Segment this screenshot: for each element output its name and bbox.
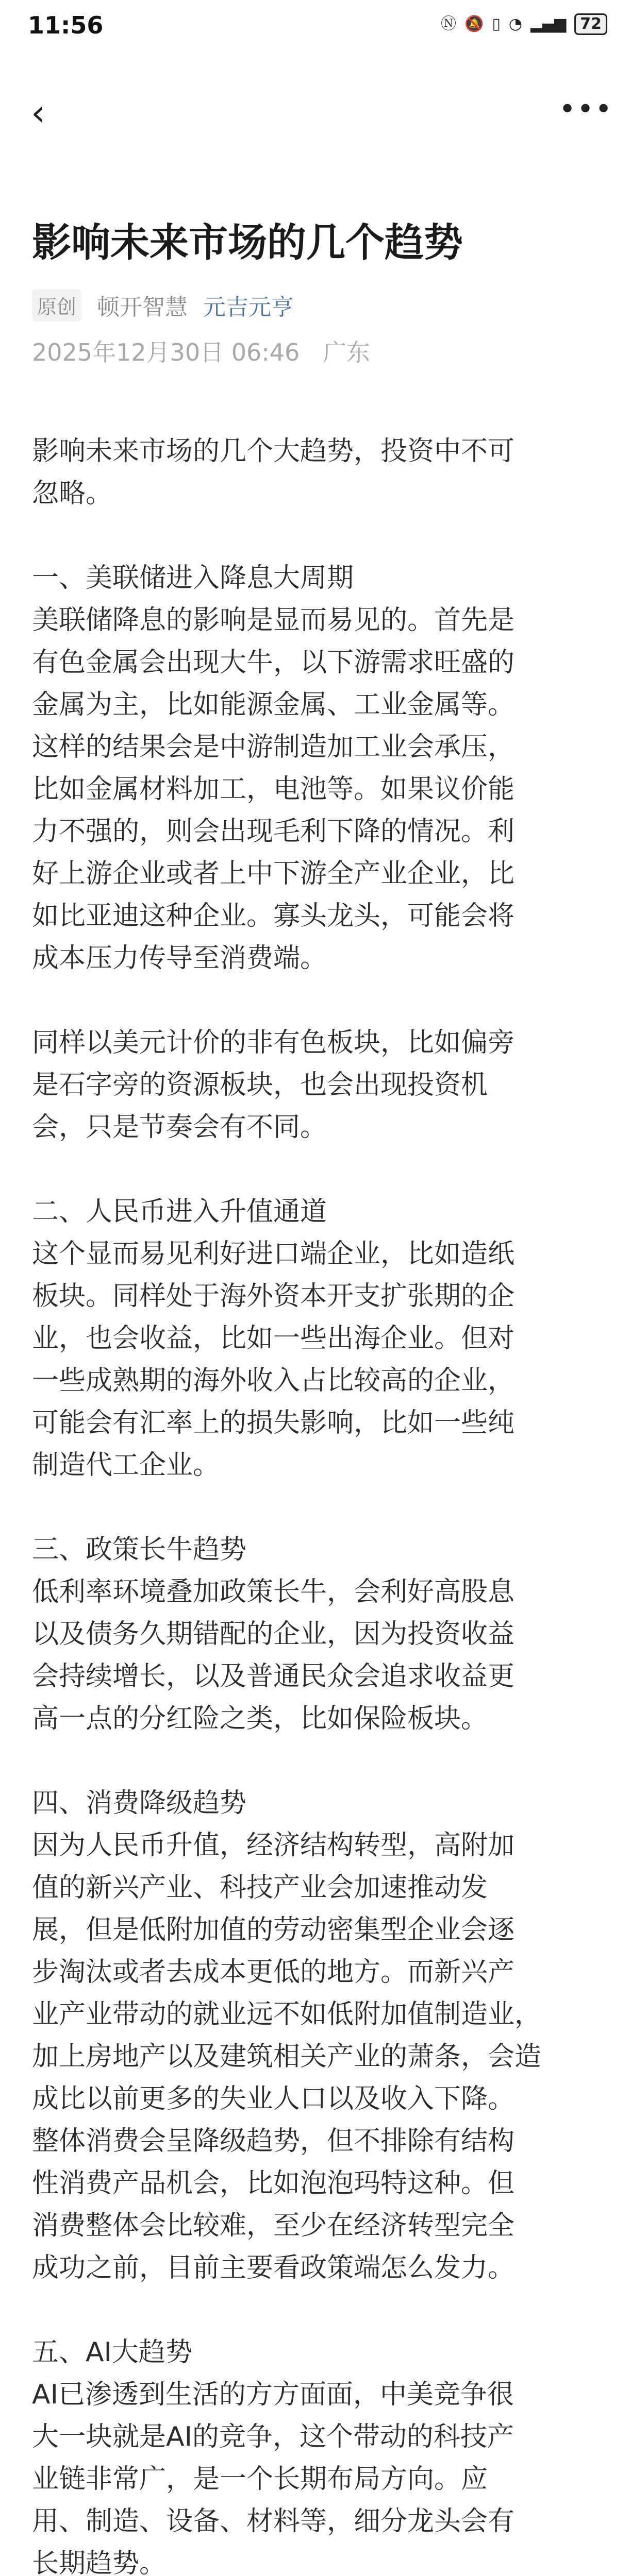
article-line: 成本压力传导至消费端。 xyxy=(32,943,327,974)
publish-date: 2025年12月30日 06:46 xyxy=(32,338,300,366)
article-line: 五、AI大趋势 xyxy=(32,2337,192,2368)
paragraph-gap xyxy=(32,1740,599,1782)
article-line: 长期趋势。 xyxy=(32,2548,167,2576)
article-line: 这样的结果会是中游制造加工业会承压， xyxy=(32,732,515,762)
article-line: 以及债务久期错配的企业，因为投资收益 xyxy=(32,1619,515,1650)
article-line: 有色金属会出现大牛，以下游需求旺盛的 xyxy=(32,647,515,678)
article-line: 力不强的，则会出现毛利下降的情况。利 xyxy=(32,816,515,847)
publish-location: 广东 xyxy=(322,338,370,366)
article-line: 低利率环境叠加政策长牛，会利好高股息 xyxy=(32,1577,515,1607)
vibrate-icon: ▯ xyxy=(492,15,501,33)
more-options-icon[interactable]: ••• xyxy=(559,93,613,126)
article-line: 四、消费降级趋势 xyxy=(32,1788,247,1819)
status-icons xyxy=(441,13,607,35)
article-line: 可能会有汇率上的损失影响，比如一些纯 xyxy=(32,1408,515,1438)
article-line: 整体消费会呈降级趋势，但不排除有结构 xyxy=(32,2126,515,2157)
article-line: 高一点的分红险之类，比如保险板块。 xyxy=(32,1703,488,1734)
article-line: 忽略。 xyxy=(32,478,113,509)
article-line: 值的新兴产业、科技产业会加速推动发 xyxy=(32,1872,488,1903)
signal-icon: ▂▄▆ xyxy=(530,15,567,33)
article-meta xyxy=(32,289,294,321)
article-line: 是石字旁的资源板块，也会出现投资机 xyxy=(32,1070,488,1100)
article-line: 成比以前更多的失业人口以及收入下降。 xyxy=(32,2083,515,2114)
article-line: 一些成熟期的海外收入占比较高的企业， xyxy=(32,1365,515,1396)
top-nav xyxy=(0,88,631,139)
article-line: 板块。同样处于海外资本开支扩张期的企 xyxy=(32,1281,515,1312)
publish-info xyxy=(32,334,370,368)
article-title: 影响未来市场的几个趋势 xyxy=(32,219,463,265)
back-icon[interactable]: ‹ xyxy=(31,92,45,134)
article-line: 用、制造、设备、材料等，细分龙头会有 xyxy=(32,2506,515,2537)
article-line: 展，但是低附加值的劳动密集型企业会逐 xyxy=(32,1914,515,1945)
article-line: 这个显而易见利好进口端企业，比如造纸 xyxy=(32,1239,515,1269)
article-line: 一、美联储进入降息大周期 xyxy=(32,563,354,594)
wifi-icon: ◔ xyxy=(508,15,523,33)
article-line: 制造代工企业。 xyxy=(32,1450,220,1481)
article-line: 性消费产品机会，比如泡泡玛特这种。但 xyxy=(32,2168,515,2199)
paragraph-gap xyxy=(32,1148,599,1191)
account-link[interactable]: 顿开智慧 xyxy=(97,294,188,320)
paragraph-gap xyxy=(32,2289,599,2331)
paragraph-gap xyxy=(32,979,599,1022)
article-line: 会，只是节奏会有不同。 xyxy=(32,1112,327,1143)
author-link[interactable]: 元吉元亨 xyxy=(203,294,294,320)
battery-icon: 72 xyxy=(574,13,607,35)
article-line: 消费整体会比较难，至少在经济转型完全 xyxy=(32,2210,515,2241)
mute-icon: 🔕 xyxy=(464,15,484,33)
article-line: 影响未来市场的几个大趋势，投资中不可 xyxy=(32,436,515,467)
article-line: 二、人民币进入升值通道 xyxy=(32,1196,327,1227)
paragraph-gap xyxy=(32,515,599,557)
article-line: 大一块就是AI的竞争，这个带动的科技产 xyxy=(32,2421,514,2452)
article-line: 三、政策长牛趋势 xyxy=(32,1534,247,1565)
article-line: 步淘汰或者去成本更低的地方。而新兴产 xyxy=(32,1957,515,1988)
article-line: 会持续增长，以及普通民众会追求收益更 xyxy=(32,1661,515,1692)
article-line: 如比亚迪这种企业。寡头龙头，可能会将 xyxy=(32,901,515,931)
article-line: 业链非常广，是一个长期布局方向。应 xyxy=(32,2464,488,2495)
paragraph-gap xyxy=(32,1486,599,1529)
article-line: 业产业带动的就业远不如低附加值制造业， xyxy=(32,1999,542,2030)
original-badge: 原创 xyxy=(32,289,81,321)
article-line: 比如金属材料加工，电池等。如果议价能 xyxy=(32,774,515,805)
article-line: 成功之前，目前主要看政策端怎么发力。 xyxy=(32,2252,515,2283)
article-line: 金属为主，比如能源金属、工业金属等。 xyxy=(32,689,515,720)
article-body xyxy=(32,430,599,2576)
article-line: 因为人民币升值，经济结构转型，高附加 xyxy=(32,1830,515,1861)
status-time: 11:56 xyxy=(28,11,104,39)
article-line: 好上游企业或者上中下游全产业企业，比 xyxy=(32,858,515,889)
article-line: 业，也会收益，比如一些出海企业。但对 xyxy=(32,1323,515,1354)
article-line: 美联储降息的影响是显而易见的。首先是 xyxy=(32,605,515,636)
status-bar xyxy=(0,0,631,46)
article-line: 加上房地产以及建筑相关产业的萧条，会造 xyxy=(32,2041,542,2072)
nfc-icon: Ⓝ xyxy=(440,15,456,33)
article-line: 同样以美元计价的非有色板块，比如偏旁 xyxy=(32,1027,515,1058)
article-line: AI已渗透到生活的方方面面，中美竞争很 xyxy=(32,2379,514,2410)
